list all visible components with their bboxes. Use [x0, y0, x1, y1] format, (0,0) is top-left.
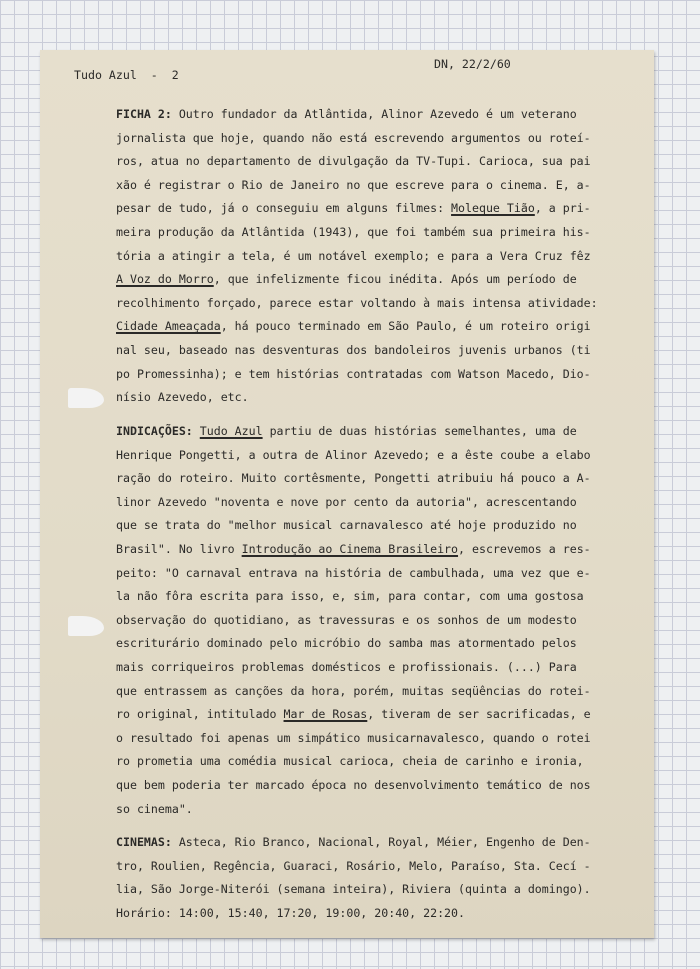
- section-label: INDICAÇÕES:: [116, 424, 193, 438]
- text-segment: jornalista que hoje, quando não está escrevendo argumentos ou roteí-: [116, 130, 591, 145]
- text-line: [116, 363, 598, 387]
- text-line: [116, 750, 591, 774]
- text-line: [116, 386, 598, 410]
- text-segment: peito: "O carnaval entrava na história de cambulhada, uma vez que e-: [116, 565, 591, 580]
- text-segment: ros, atua no departamento de divulgação da TV-Tupi. Carioca, sua pai: [116, 154, 591, 169]
- text-line: [116, 855, 591, 879]
- text-line: [116, 339, 598, 363]
- text-line: [116, 656, 591, 680]
- document-header-date: DN, 22/2/60: [434, 57, 511, 71]
- text-segment: , há pouco terminado em São Paulo, é um roteiro origi: [220, 319, 591, 334]
- underlined-title: Tudo Azul: [199, 424, 263, 438]
- text-segment: partiu de duas histórias semelhantes, uma de: [262, 424, 577, 438]
- paper-tear: [68, 616, 104, 636]
- underlined-title: Cidade Ameaçada: [116, 319, 221, 334]
- text-segment: , que infelizmente ficou inédita. Após um período de: [213, 272, 577, 287]
- section-label: FICHA 2:: [116, 107, 172, 121]
- text-line: [116, 562, 591, 586]
- text-segment: Brasil". No livro: [116, 541, 242, 556]
- text-line: [116, 467, 591, 491]
- text-line: [116, 774, 591, 798]
- text-line: [116, 902, 591, 926]
- text-segment: , a pri-: [534, 201, 591, 216]
- text-line: [116, 491, 591, 515]
- text-line: [116, 632, 591, 656]
- text-line: [116, 444, 591, 468]
- text-segment: , escrevemos a res-: [458, 541, 591, 556]
- text-segment: ro prometia uma comédia musical carioca, cheia de carinho e ironia,: [116, 754, 584, 769]
- text-line: [116, 420, 591, 444]
- paper-tear: [68, 388, 104, 408]
- text-line: [116, 127, 598, 151]
- text-segment: observação do quotidiano, as travessuras e os sonhos de um modesto: [116, 612, 577, 627]
- document-header-title: Tudo Azul - 2: [74, 68, 179, 82]
- text-segment: xão é registrar o Rio de Janeiro no que escreve para o cinema. E, a-: [116, 177, 591, 192]
- text-segment: linor Azevedo "noventa e nove por cento da autoria", acrescentando: [116, 494, 577, 509]
- text-segment: ração do roteiro. Muito cortêsmente, Pongetti atribuiu há pouco a A-: [116, 471, 591, 486]
- underlined-title: Introdução ao Cinema Brasileiro: [241, 541, 459, 556]
- text-line: [116, 514, 591, 538]
- text-line: [116, 150, 598, 174]
- text-line: [116, 221, 598, 245]
- text-line: [116, 197, 598, 221]
- section-label: CINEMAS:: [116, 835, 172, 849]
- text-segment: la não fôra escrita para isso, e, sim, para contar, com uma gostosa: [116, 589, 584, 604]
- indicacoes-paragraph: [116, 420, 591, 821]
- text-line: [116, 703, 591, 727]
- text-segment: ro original, intitulado: [116, 707, 284, 722]
- text-line: [116, 831, 591, 855]
- text-line: [116, 245, 598, 269]
- underlined-title: Mar de Rosas: [283, 707, 368, 722]
- text-line: [116, 609, 591, 633]
- text-line: [116, 680, 591, 704]
- text-segment: Asteca, Rio Branco, Nacional, Royal, Méier, Engenho de Den-: [171, 835, 591, 849]
- ficha-paragraph: [116, 103, 598, 410]
- text-segment: recolhimento forçado, parece estar voltando à mais intensa atividade:: [116, 295, 598, 310]
- text-segment: que entrassem as canções da hora, porém, muitas seqüências do rotei-: [116, 683, 591, 698]
- text-segment: tória a atingir a tela, é um notável exemplo; e para a Vera Cruz fêz: [116, 248, 591, 263]
- underlined-title: A Voz do Morro: [116, 272, 214, 287]
- text-segment: Henrique Pongetti, a outra de Alinor Azevedo; e a êste coube a elabo: [116, 447, 591, 462]
- text-segment: o resultado foi apenas um simpático musicarnavalesco, quando o rotei: [116, 730, 591, 745]
- text-line: [116, 292, 598, 316]
- text-segment: meira produção da Atlântida (1943), que foi também sua primeira his-: [116, 224, 591, 239]
- text-segment: tro, Roulien, Regência, Guaraci, Rosário, Melo, Paraíso, Sta. Cecí -: [116, 858, 591, 873]
- text-line: [116, 727, 591, 751]
- text-line: [116, 585, 591, 609]
- text-line: [116, 315, 598, 339]
- text-segment: so cinema".: [116, 801, 193, 816]
- text-segment: po Promessinha); e tem histórias contratadas com Watson Macedo, Dio-: [116, 366, 591, 381]
- text-line: [116, 538, 591, 562]
- text-segment: nal seu, baseado nas desventuras dos bandoleiros juvenis urbanos (ti: [116, 342, 591, 357]
- text-segment: [193, 424, 200, 438]
- text-segment: que bem poderia ter marcado época no desenvolvimento temático de nos: [116, 777, 591, 792]
- text-segment: Outro fundador da Atlântida, Alinor Azevedo é um veterano: [171, 107, 577, 121]
- text-line: [116, 878, 591, 902]
- underlined-title: Moleque Tião: [451, 201, 535, 216]
- text-segment: pesar de tudo, já o conseguiu em alguns filmes:: [116, 201, 452, 216]
- text-line: [116, 103, 598, 127]
- text-segment: mais corriqueiros problemas domésticos e profissionais. (...) Para: [116, 659, 577, 674]
- text-line: [116, 798, 591, 822]
- text-segment: escriturário dominado pelo micróbio do samba mas atormentado pelos: [116, 636, 577, 651]
- text-line: [116, 268, 598, 292]
- text-segment: lia, São Jorge-Niterói (semana inteira), Riviera (quinta a domingo).: [116, 882, 591, 897]
- text-line: [116, 174, 598, 198]
- text-segment: nísio Azevedo, etc.: [116, 390, 249, 405]
- text-segment: que se trata do "melhor musical carnavalesco até hoje produzido no: [116, 518, 577, 533]
- text-segment: Horário: 14:00, 15:40, 17:20, 19:00, 20:40, 22:20.: [116, 905, 466, 920]
- text-segment: , tiveram de ser sacrificadas, e: [367, 707, 591, 722]
- cinemas-paragraph: [116, 831, 591, 925]
